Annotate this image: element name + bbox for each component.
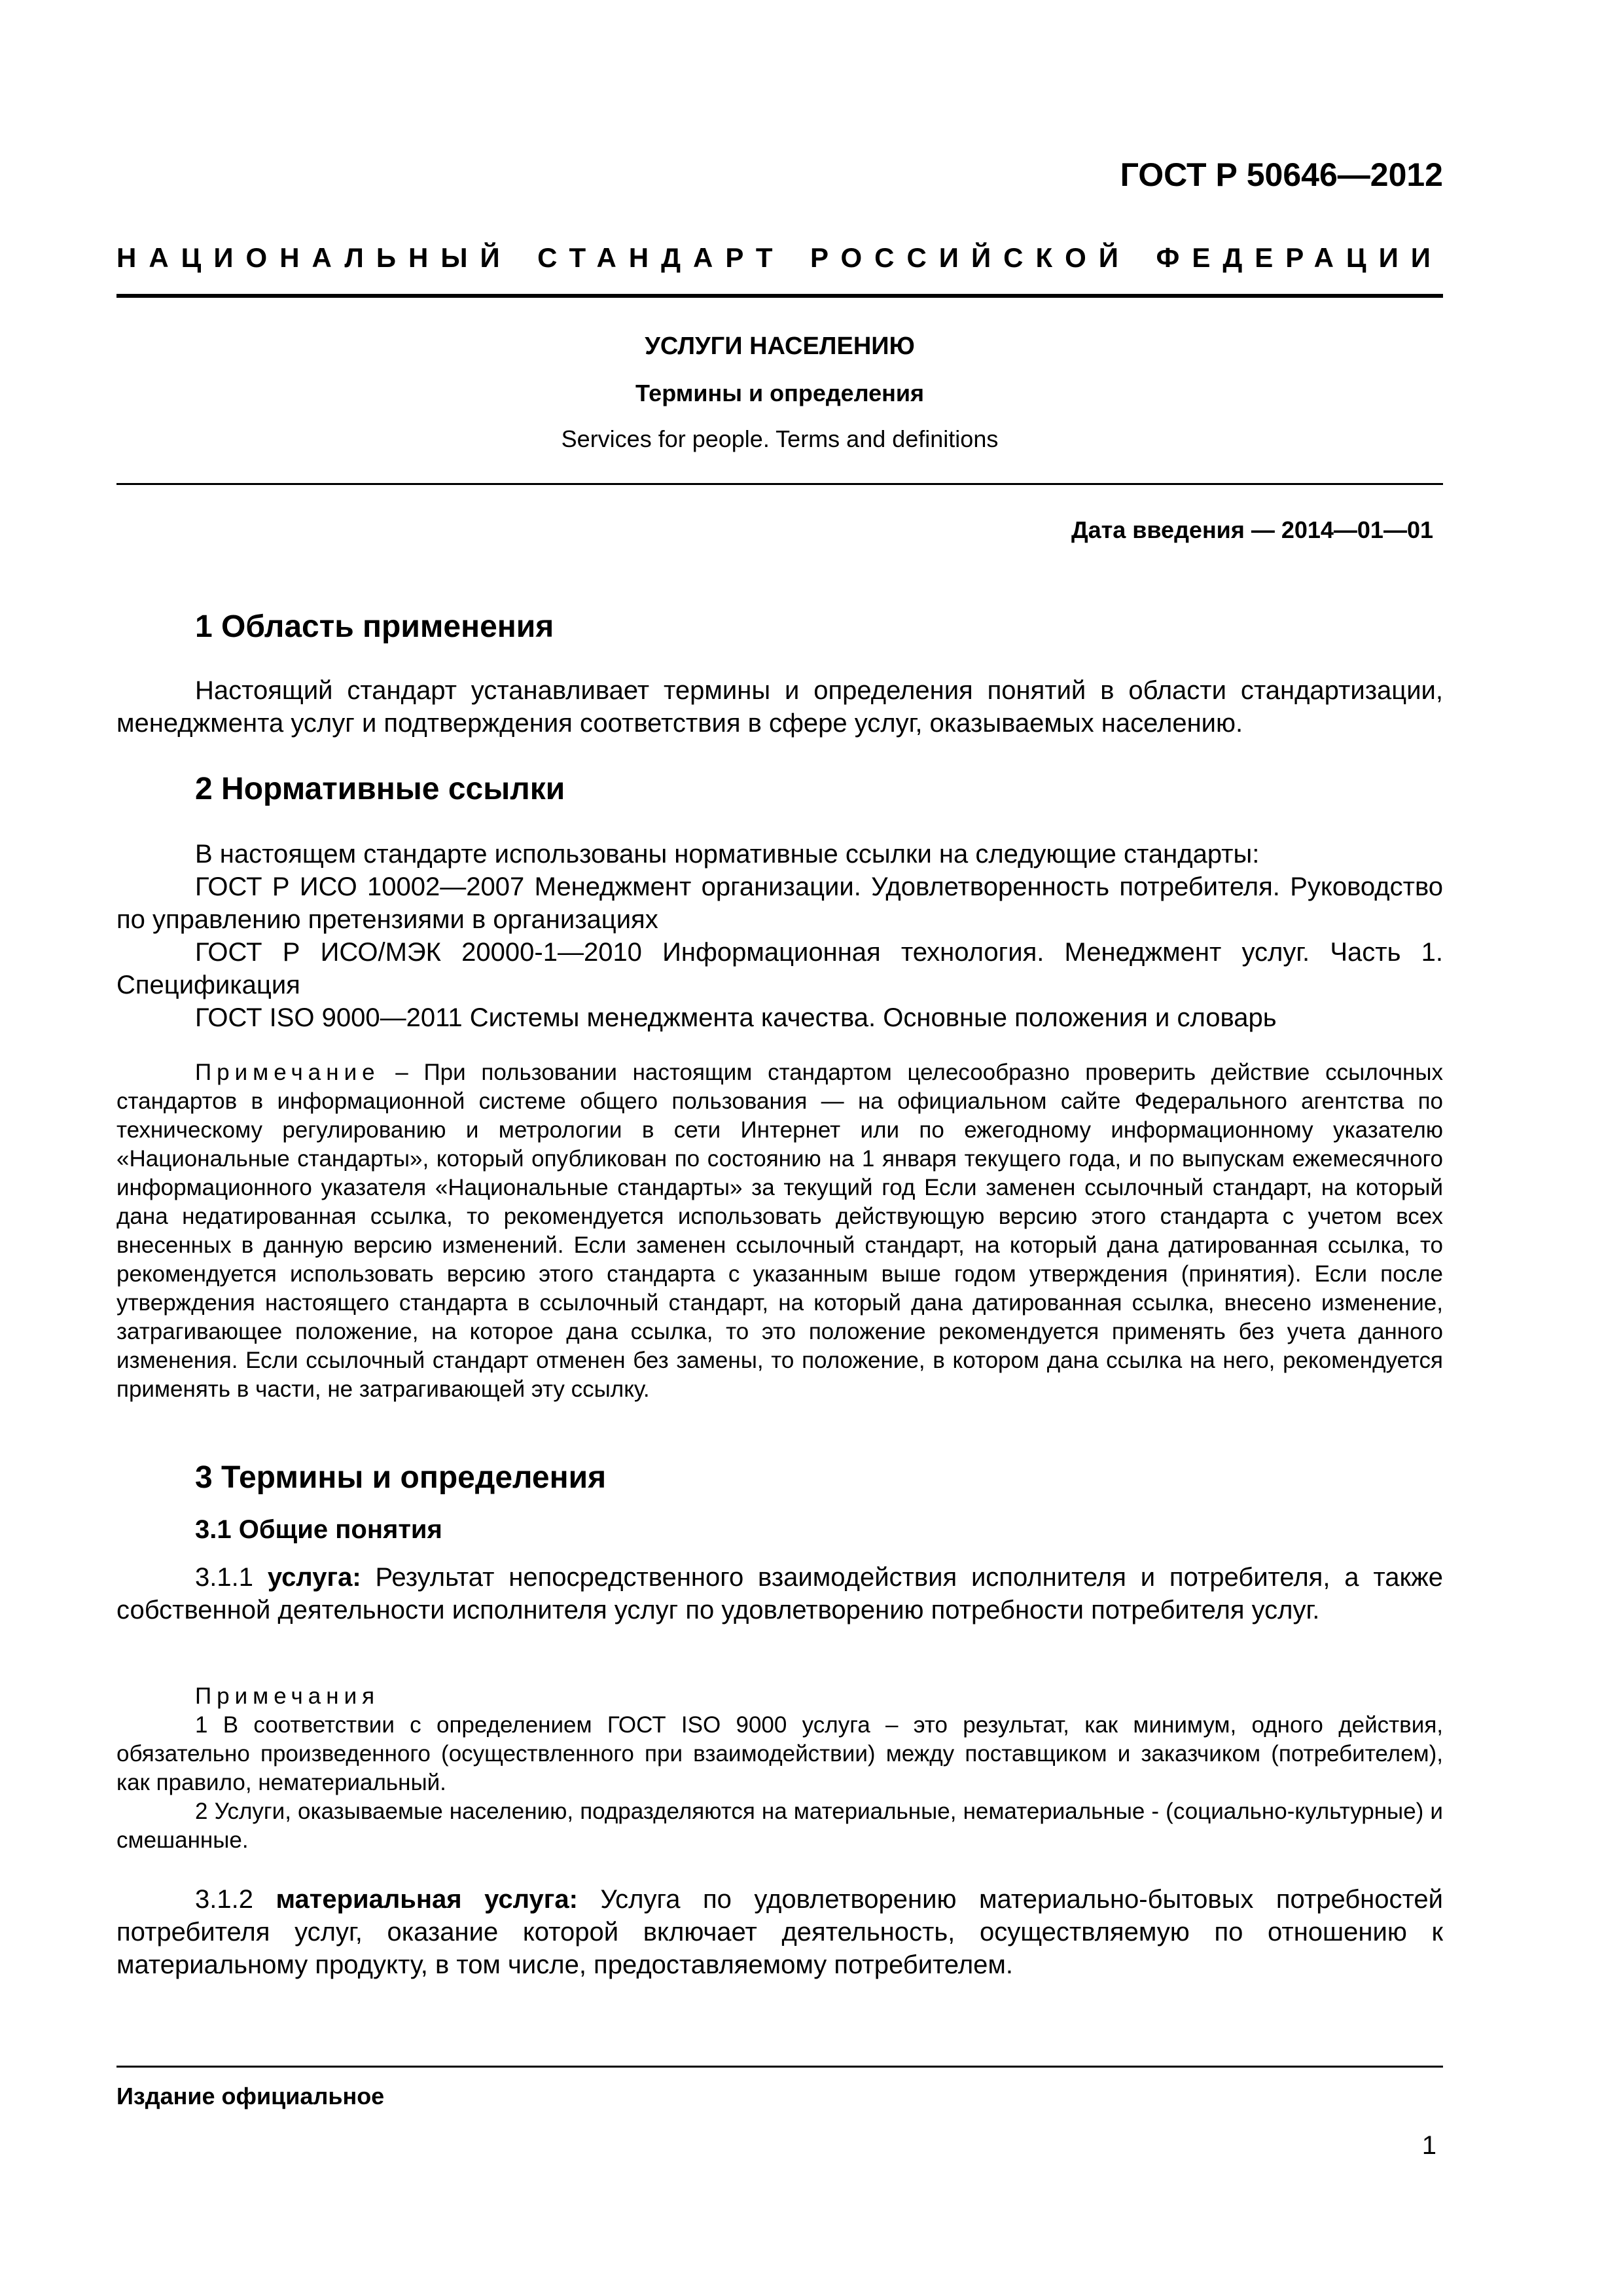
title-divider xyxy=(116,483,1443,485)
normative-references xyxy=(116,838,1443,1034)
term-definition: Результат непосредственного взаимодействия исполнителя и потребителя, а также собственной деятельности исполнителя услуг по удовлетворению потребности потребителя услуг. xyxy=(116,1563,1443,1624)
official-edition-label: Издание официальное xyxy=(116,2083,385,2109)
term-3-1-1 xyxy=(116,1561,1443,1626)
english-title: Services for people. Terms and definitions xyxy=(561,425,999,452)
term-notes xyxy=(116,1682,1443,1855)
notes-label: Примечания xyxy=(195,1683,380,1709)
section-1-heading: 1 Область применения xyxy=(195,609,554,644)
document-title: УСЛУГИ НАСЕЛЕНИЮ xyxy=(645,332,915,360)
term-number: 3.1.1 xyxy=(195,1563,253,1592)
term-number: 3.1.2 xyxy=(195,1885,253,1914)
note-item: 2 Услуги, оказываемые населению, подразделяются на материальные, нематериальные - (социально-культурные) и смешанные. xyxy=(116,1799,1443,1853)
references-intro: В настоящем стандарте использованы нормативные ссылки на следующие стандарты: xyxy=(195,840,1260,869)
section-3-heading: 3 Термины и определения xyxy=(195,1460,607,1495)
reference-item: ГОСТ Р ИСО 10002—2007 Менеджмент организации. Удовлетворенность потребителя. Руководство по управлению претензиями в организациях xyxy=(116,872,1443,934)
term-name: услуга: xyxy=(267,1563,361,1592)
references-note xyxy=(116,1058,1443,1404)
reference-item: ГОСТ ISO 9000—2011 Системы менеджмента качества. Основные положения и словарь xyxy=(195,1003,1277,1032)
term-name: материальная услуга: xyxy=(276,1885,578,1914)
note-item: 1 В соответствии с определением ГОСТ ISO 9000 услуга – это результат, как минимум, одного действия, обязательно произведенного (осуществленного при взаимодействии) между поставщиком и заказчиком (потребителем), как правило, нематериальный. xyxy=(116,1712,1443,1795)
term-3-1-2 xyxy=(116,1883,1443,1981)
subsection-heading: 3.1 Общие понятия xyxy=(195,1515,442,1544)
page-number: 1 xyxy=(1421,2131,1436,2160)
document-subtitle: Термины и определения xyxy=(635,380,925,406)
section-1-paragraph: Настоящий стандарт устанавливает термины и определения понятий в области стандартизации, менеджмента услуг и подтверждения соответствия в сфере услуг, оказываемых населению. xyxy=(116,676,1443,738)
national-standard-banner: НАЦИОНАЛЬНЫЙ СТАНДАРТ РОССИЙСКОЙ ФЕДЕРАЦИИ xyxy=(116,242,1443,273)
introduction-date: Дата введения — 2014—01—01 xyxy=(1071,516,1433,543)
reference-item: ГОСТ Р ИСО/МЭК 20000-1—2010 Информационная технология. Менеджмент услуг. Часть 1. Спецификация xyxy=(116,938,1443,999)
note-text: – При пользовании настоящим стандартом целесообразно проверить действие ссылочных стандартов в информационной системе общего пользования — на официальном сайте Федерального агентства по техническому регулированию и метрологии в сети Интернет или по ежегодному информационному указателю «Национальные стандарты», который опубликован по состоянию на 1 января текущего года, и по выпускам ежемесячного информационного указателя «Национальные стандарты» за текущий год Если заменен ссылочный стандарт, на который дана недатированная ссылка, то рекомендуется использовать действующую версию этого стандарта с учетом всех внесенных в данную версию изменений. Если заменен ссылочный стандарт, на который дана датированная ссылка, то рекомендуется использовать версию этого стандарта с указанным выше годом утверждения (принятия). Если после утверждения настоящего стандарта в ссылочный стандарт, на который дана датированная ссылка, внесено изменение, затрагивающее положение, на которое дана ссылка, то это положение рекомендуется применять без учета данного изменения. Если ссылочный стандарт отменен без замены, то положение, в котором дана ссылка на него, рекомендуется применять в части, не затрагивающей эту ссылку. xyxy=(116,1060,1443,1402)
footer-divider xyxy=(116,2066,1443,2068)
gost-identifier: ГОСТ Р 50646—2012 xyxy=(1120,156,1443,193)
term-definition: Услуга по удовлетворению материально-бытовых потребностей потребителя услуг, оказание которой включает деятельность, осуществляемую по отношению к материальному продукту, в том числе, предоставляемому потребителем. xyxy=(116,1885,1443,1979)
header-divider xyxy=(116,294,1443,298)
note-label: Примечание xyxy=(195,1060,380,1085)
section-2-heading: 2 Нормативные ссылки xyxy=(195,772,565,806)
section-1-text xyxy=(116,674,1443,740)
